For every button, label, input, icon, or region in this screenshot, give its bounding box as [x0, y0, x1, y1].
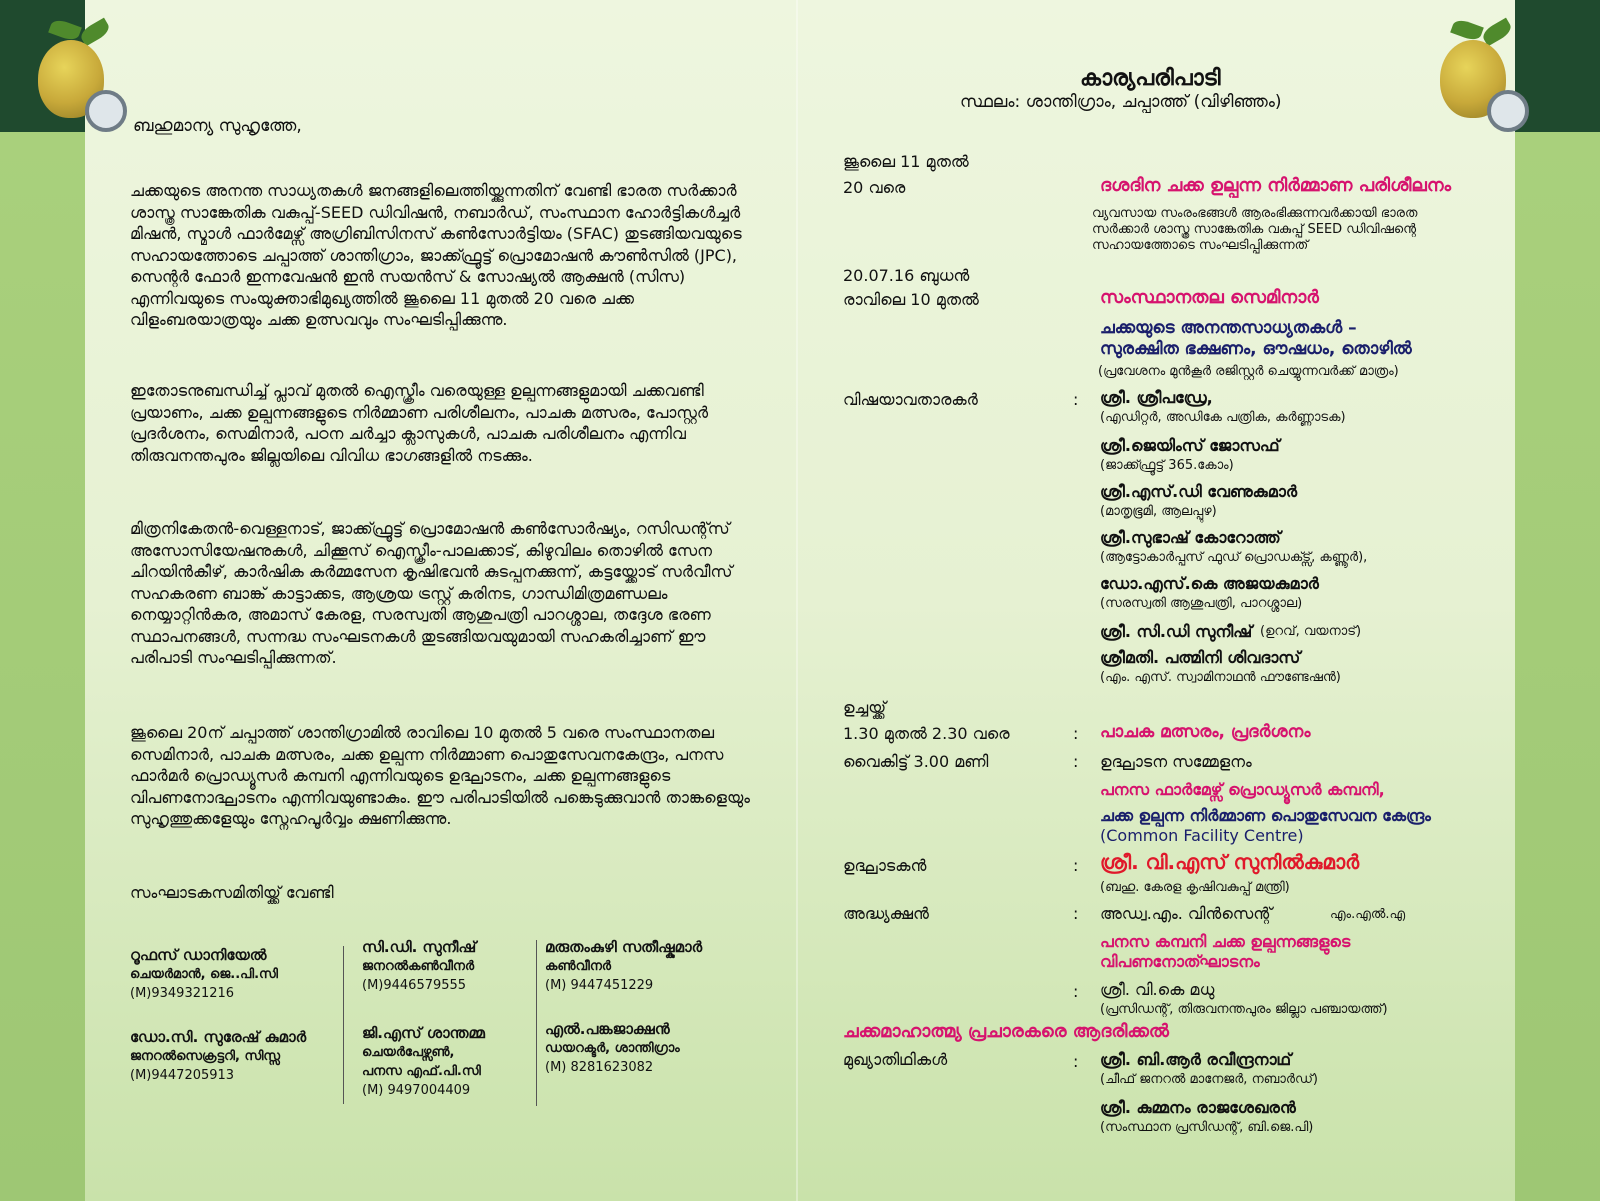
seminar-title: സംസ്ഥാനതല സെമിനാർ: [1100, 287, 1319, 308]
market-person-desc: (പ്രസിഡന്റ്, തിരുവനന്തപുരം ജില്ലാ പഞ്ചായത്ത്): [1100, 1002, 1388, 1017]
training-desc: വ്യവസായ സംരംഭങ്ങൾ ആരംഭിക്കുന്നവർക്കായി ഭാരത: [1092, 206, 1418, 221]
left-border-band: [0, 0, 85, 1201]
signatory: ഡോ.സി. സുരേഷ് കുമാർ ജനറൽസെക്രട്ടറി, സിസ്സ (M)9447205913: [130, 1028, 307, 1083]
inaugurator-name: ശ്രീ. വി.എസ് സുനിൽകുമാർ: [1100, 850, 1360, 874]
market-person: ശ്രീ. വി.കെ മധു: [1100, 980, 1215, 999]
president-suffix: എം.എൽ.എ: [1330, 907, 1406, 922]
stethoscope-icon: [85, 90, 127, 132]
speaker-desc: (എഡിറ്റർ, അഡികേ പത്രിക, കർണ്ണാടക): [1100, 410, 1346, 425]
guest-name: ശ്രീ. കുമ്മനം രാജശേഖരൻ: [1100, 1098, 1296, 1117]
colon: :: [1073, 1052, 1079, 1071]
partners-paragraph: മിത്രനികേതൻ-വെള്ളനാട്, ജാക്ക്ഫ്രൂട്ട് പ്രൊമോഷൻ കൺസോർഷ്യം, റസിഡന്റ്സ് അസോസിയേഷനുകൾ, ചിക്കൂസ് ഐസ്ക്രീം-പാലക്കാട്, കിഴുവിലം തൊഴിൽ സേന ചിറയിൻകീഴ്, കാർഷിക കർമ്മസേന കൃഷിഭവൻ കുടപ്പനക്കുന്ന്, കട്ടയ്ക്കോട് സർവീസ് സഹകരണ ബാങ്ക് കാട്ടാക്കട, ആശ്രയ ട്രസ്റ്റ് കരിനട, ഗാന്ധിമിത്രമണ്ഡലം നെയ്യാറ്റിൻകര, അമാസ് കേരള, സരസ്വതി ആശുപത്രി പാറശ്ശാല, തദ്ദേശ ഭരണ സ്ഥാപനങ്ങൾ, സന്നദ്ധ സംഘടനകൾ തുടങ്ങിയവയുമായി സഹകരിച്ചാണ് ഈ പരിപാടി സംഘടിപ്പിക്കുന്നത്.: [130, 519, 733, 667]
speaker-desc: (എം. എസ്. സ്വാമിനാഥൻ ഫൗണ്ടേഷൻ): [1100, 670, 1341, 685]
signatory: സി.ഡി. സുനീഷ് ജനറൽകൺവീനർ (M)9446579555: [362, 938, 477, 993]
seminar-topic: ചക്കയുടെ അനന്തസാധ്യതകൾ –: [1100, 318, 1357, 338]
speaker-desc: (മാതൃഭൂമി, ആലപ്പുഴ): [1100, 504, 1217, 519]
program-title: കാര്യപരിപാടി: [1080, 66, 1221, 91]
jackfruit-icon: [1432, 18, 1512, 118]
colon: :: [1073, 904, 1079, 923]
speaker-name: ഡോ.എസ്.കെ അജയകുമാർ: [1100, 574, 1319, 593]
inauguration-event: ഉദ്ഘാടന സമ്മേളനം: [1100, 752, 1252, 771]
speaker-desc: (സരസ്വതി ആശുപത്രി, പാറശ്ശാല): [1100, 596, 1303, 611]
time-label: രാവിലെ 10 മുതൽ: [843, 290, 979, 309]
stethoscope-icon: [1487, 90, 1529, 132]
event-paragraph: ജൂലൈ 20ന് ചപ്പാത്ത് ശാന്തിഗ്രാമിൽ രാവിലെ 10 മുതൽ 5 വരെ സംസ്ഥാനതല സെമിനാർ, പാചക മത്സരം, ചക്ക ഉല്പന്ന നിർമ്മാണ പൊതുസേവനകേന്ദ്രം, പനസ ഫാർമർ പ്രൊഡ്യൂസർ കമ്പനി എന്നിവയുടെ ഉദ്ഘാടനം, ചക്ക ഉല്പന്നങ്ങളുടെ വിപണനോദ്ഘാടനം എന്നിവയുണ്ടാകും. ഈ പരിപാടിയിൽ പങ്കെടുക്കുവാൻ താങ്കളെയും സുഹൃത്തുക്കളേയും സ്നേഹപൂർവ്വം ക്ഷണിക്കുന്നു.: [130, 723, 751, 828]
colon: :: [1073, 390, 1079, 409]
speaker-desc: (ഉറവ്, വയനാട്): [1260, 624, 1362, 639]
inaugurator-label: ഉദ്ഘാടകൻ: [843, 856, 927, 875]
guest-desc: (ചീഫ് ജനറൽ മാനേജർ, നബാർഡ്): [1100, 1072, 1318, 1087]
guests-label: മുഖ്യാതിഥികൾ: [843, 1050, 948, 1069]
colon: :: [1073, 724, 1079, 743]
training-desc: സഹായത്തോടെ സംഘടിപ്പിക്കുന്നത്: [1092, 238, 1309, 253]
cooking-event: പാചക മത്സരം, പ്രദർശനം: [1100, 722, 1311, 742]
cfc-english: (Common Facility Centre): [1100, 826, 1304, 845]
speaker-desc: (ആട്ടോകാർപ്പസ് ഫുഡ് പ്രൊഡക്ട്സ്, കണ്ണൂർ),: [1100, 550, 1368, 565]
inaugurator-desc: (ബഹു. കേരള കൃഷിവകുപ്പ് മന്ത്രി): [1100, 880, 1290, 895]
honour-title: ചക്കമാഹാത്മ്യ പ്രചാരകരെ ആദരിക്കൽ: [843, 1021, 1169, 1042]
speaker-name: ശ്രീ.എസ്.ഡി വേണുകുമാർ: [1100, 482, 1298, 501]
speakers-label: വിഷയാവതാരകർ: [843, 390, 978, 409]
training-title: ദശദിന ചക്ക ഉല്പന്ന നിർമ്മാണ പരിശീലനം: [1100, 175, 1452, 196]
closing-line: സംഘാടകസമിതിയ്ക്ക് വേണ്ടി: [130, 883, 334, 902]
colon: :: [1073, 982, 1079, 1001]
guest-name: ശ്രീ. ബി.ആർ രവീന്ദ്രനാഥ്: [1100, 1050, 1292, 1069]
intro-paragraph: ചക്കയുടെ അനന്ത സാധ്യതകൾ ജനങ്ങളിലെത്തിയ്ക്കുന്നതിന് വേണ്ടി ഭാരത സർക്കാർ ശാസ്ത്ര സാങ്കേതിക വകുപ്പ്-SEED ഡിവിഷൻ, നബാർഡ്, സംസ്ഥാന ഹോർട്ടികൾച്ചർ മിഷൻ, സ്മാൾ ഫാർമേഴ്സ് അഗ്രിബിസിനസ് കൺസോർട്ടിയം (SFAC) തുടങ്ങിയവയുടെ സഹായത്തോടെ ചപ്പാത്ത് ശാന്തിഗ്രാം, ജാക്ക്ഫ്രൂട്ട് പ്രൊമോഷൻ കൗൺസിൽ (JPC), സെന്റർ ഫോർ ഇന്നവേഷൻ ഇൻ സയൻസ് & സോഷ്യൽ ആക്ഷൻ (സിസ) എന്നിവയുടെ സംയുക്താഭിമുഖ്യത്തിൽ ജൂലൈ 11 മുതൽ 20 വരെ ചക്ക വിളംബരയാത്രയും ചക്ക ഉത്സവവും സംഘടിപ്പിക്കുന്നു.: [130, 181, 742, 329]
time-label: 1.30 മുതൽ 2.30 വരെ: [843, 724, 1010, 743]
cfc-title: ചക്ക ഉല്പന്ന നിർമ്മാണ പൊതുസേവന കേന്ദ്രം: [1100, 806, 1431, 825]
president-name: അഡ്വ.എം. വിൻസെന്റ്: [1100, 904, 1273, 923]
speaker-name: ശ്രീ.ജെയിംസ് ജോസഫ്: [1100, 436, 1280, 455]
date-label: 20 വരെ: [843, 178, 906, 197]
seminar-note: (പ്രവേശനം മുൻകൂർ രജിസ്റ്റർ ചെയ്യുന്നവർക്ക് മാത്രം): [1098, 364, 1399, 379]
afternoon-label: ഉച്ചയ്ക്ക്: [843, 698, 886, 717]
speaker-name: ശ്രീ.സുഭാഷ് കോറോത്ത്: [1100, 528, 1281, 547]
divider: [343, 946, 344, 1104]
company-name: പനസ ഫാർമേഴ്സ് പ്രൊഡ്യൂസർ കമ്പനി,: [1100, 780, 1385, 799]
signatory: മരുതംകുഴി സതീഷ്കുമാർ കൺവീനർ (M) 9447451229: [545, 938, 703, 993]
activities-paragraph: ഇതോടനുബന്ധിച്ച് പ്ലാവ് മുതൽ ഐസ്ക്രീം വരെയുള്ള ഉല്പന്നങ്ങളുമായി ചക്കവണ്ടി പ്രയാണം, ചക്ക ഉല്പന്നങ്ങളുടെ നിർമ്മാണ പരിശീലനം, പാചക മത്സരം, പോസ്റ്റർ പ്രദർശനം, സെമിനാർ, പഠന ചർച്ചാ ക്ലാസുകൾ, പാചക പരിശീലനം എന്നിവ തിരുവനന്തപുരം ജില്ലയിലെ വിവിധ ഭാഗങ്ങളിൽ നടക്കും.: [130, 381, 709, 465]
training-desc: സർക്കാർ ശാസ്ത്ര സാങ്കേതിക വകുപ്പ് SEED ഡിവിഷന്റെ: [1092, 222, 1417, 237]
divider: [536, 940, 537, 1106]
jackfruit-icon: [30, 18, 110, 118]
president-label: അദ്ധ്യക്ഷൻ: [843, 904, 929, 923]
page-fold: [796, 0, 798, 1201]
guest-desc: (സംസ്ഥാന പ്രസിഡന്റ്, ബി.ജെ.പി): [1100, 1120, 1314, 1135]
signatory: എൽ.പങ്കജാക്ഷൻ ഡയറക്ടർ, ശാന്തിഗ്രാം (M) 8281623082: [545, 1020, 680, 1075]
market-launch: പനസ കമ്പനി ചക്ക ഉല്പന്നങ്ങളുടെ: [1100, 932, 1351, 951]
speaker-name: ശ്രീമതി. പത്മിനി ശിവദാസ്: [1100, 648, 1301, 667]
speaker-name: ശ്രീ. ശ്രീപഡ്രേ,: [1100, 388, 1213, 407]
right-border-band: [1515, 0, 1600, 1201]
colon: :: [1073, 752, 1079, 771]
seminar-topic: സുരക്ഷിത ഭക്ഷണം, ഔഷധം, തൊഴിൽ: [1100, 339, 1412, 359]
time-label: വൈകിട്ട് 3.00 മണി: [843, 752, 989, 771]
market-launch: വിപണനോത്ഘാടനം: [1100, 952, 1260, 971]
colon: :: [1073, 856, 1079, 875]
program-venue: സ്ഥലം: ശാന്തിഗ്രാം, ചപ്പാത്ത് (വിഴിഞ്ഞം): [960, 92, 1282, 112]
date-label: ജൂലൈ 11 മുതൽ: [843, 152, 969, 171]
signatory: ജി.എസ് ശാന്തമ്മ ചെയർപേഴ്സൺ, പനസ എഫ്.പി.സി (M) 9497004409: [362, 1024, 485, 1098]
speaker-name: ശ്രീ. സി.ഡി സുനീഷ്: [1100, 622, 1253, 641]
date-label: 20.07.16 ബുധൻ: [843, 266, 970, 285]
signatory: റൂഫസ് ഡാനിയേൽ ചെയർമാൻ, ജെ..പി.സി (M)9349321216: [130, 946, 278, 1001]
greeting: ബഹുമാന്യ സുഹൃത്തേ,: [133, 116, 302, 136]
speaker-desc: (ജാക്ക്ഫ്രൂട്ട് 365.കോം): [1100, 458, 1234, 473]
